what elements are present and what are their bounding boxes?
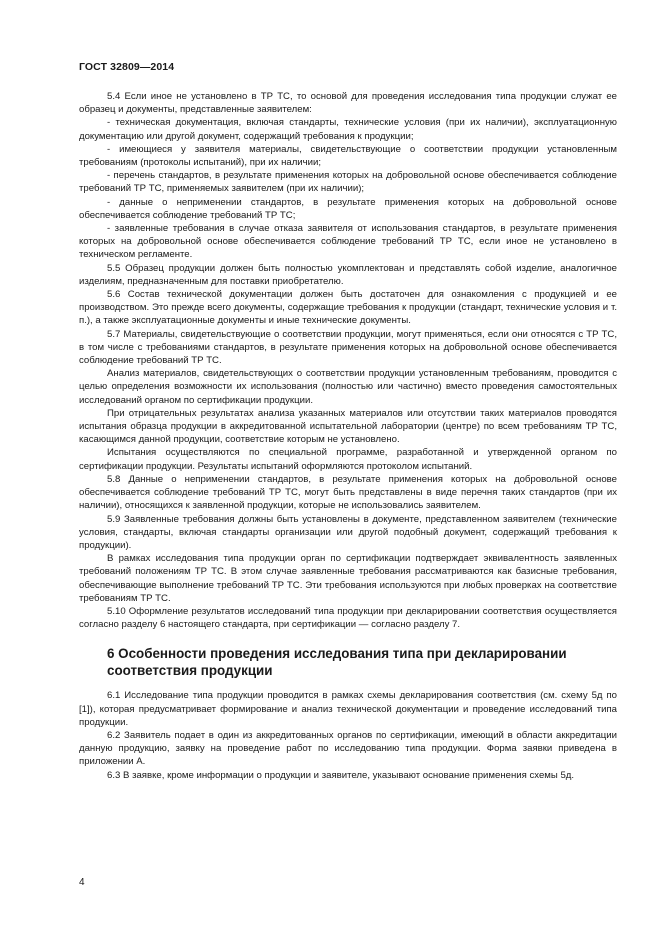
paragraph: Испытания осуществляются по специальной программе, разработанной и утвержденной органом по сертификации продукции. Результаты испытаний оформляются протоколом испытаний. [79,447,617,472]
list-item: - имеющиеся у заявителя материалы, свидетельствующие о соответствии продукции установленным требованиям (протоколы испытаний), при их наличии; [79,143,617,169]
paragraph: В рамках исследования типа продукции орган по сертификации подтверждает эквивалентность заявленных требований положениям ТР ТС. В этом случае заявленные требования рассматриваются как базисные требования, обеспечивающие выполнение требований ТР ТС. Эти требования используются при любых проверках на соответствие требованиям ТР ТС. [79,553,617,604]
paragraph-5-10: 5.10 Оформление результатов исследований типа продукции при декларировании соответствия осуществляется согласно разделу 6 настоящего стандарта, при сертификации — согласно разделу 7. [79,605,617,631]
paragraph: При отрицательных результатах анализа указанных материалов или отсутствии таких материалов проводятся испытания образца продукции в аккредитованной испытательной лаборатории (центре) по всем требованиям ТР ТС, касающимся данной продукции, соответствие которым не установлено. [79,407,617,446]
paragraph-5-8: 5.8 Данные о неприменении стандартов, в результате применения которых на добровольной основе обеспечивается соблюдение требований ТР ТС, могут быть представлены в виде перечня таких стандартов (при их наличии), относящихся к заявленной продукции, которые не использовались заявителем. [79,473,617,512]
paragraph-6-1: 6.1 Исследование типа продукции проводится в рамках схемы декларирования соответствия (см. схему 5д по [1]), которая предусматривает формирование и анализ технической документации и проведение исследований типа продукции. [79,690,617,728]
paragraph-5-9: 5.9 Заявленные требования должны быть установлены в документе, представленном заявителем (технические условия, стандарты, включая стандарты организации или другой подобный документ, содержащий требования к продукции). [79,513,617,551]
list-item: - перечень стандартов, в результате применения которых на добровольной основе обеспечивается соблюдение требований ТР ТС, применяемых заявителем (при их наличии); [79,170,617,195]
page-number: 4 [79,877,85,888]
list-item: - данные о неприменении стандартов, в результате применения которых на добровольной основе обеспечивается соблюдение требований ТР ТС; [79,196,617,221]
paragraph-6-3: 6.3 В заявке, кроме информации о продукции и заявителе, указывают основание применения схемы 5д. [107,769,575,781]
paragraph: Анализ материалов, свидетельствующих о соответствии продукции установленным требованиям, проводится с целью определения возможности их использования (полностью или частично) вместо проведения самостоятельных исследований органом по сертификации продукции. [79,368,617,406]
paragraph-5-7: 5.7 Материалы, свидетельствующие о соответствии продукции, могут применяться, если они относятся с ТР ТС, в том числе с требованиями стандартов, в результате применения которых на добровольной основе обеспечивается соблюдение требований ТР ТС. [79,328,617,367]
document-header: ГОСТ 32809—2014 [79,61,175,73]
list-item: - техническая документация, включая стандарты, технические условия (при их наличии), эксплуатационную документацию или другой документ, содержащий требования к продукции; [79,117,617,142]
paragraph-5-4: 5.4 Если иное не установлено в ТР ТС, то основой для проведения исследования типа продукции служат ее образец и документы, представленные заявителем: [79,91,617,116]
body-text [79,90,617,782]
paragraph-5-6: 5.6 Состав технической документации должен быть достаточен для ознакомления с продукцией и ее производством. Это прежде всего документы, содержащие требования к продукции (стандарт, технические условия и т. п.), а также эксплуатационные документы и иные технические документы. [79,289,617,327]
paragraph-5-5: 5.5 Образец продукции должен быть полностью укомплектован и представлять собой изделие, аналогичное изделиям, предназначенным для поставки приобретателю. [79,262,617,287]
paragraph-6-2: 6.2 Заявитель подает в один из аккредитованных органов по сертификации, имеющий в области аккредитации данную продукцию, заявку на проведение работ по исследованию типа продукции. Форма заявки приведена в приложении А. [79,729,617,768]
section-6-title: 6 Особенности проведения исследования типа при декларировании соответствия продукции [107,646,567,679]
list-item: - заявленные требования в случае отказа заявителя от использования стандартов, в результате применения которых на добровольной основе обеспечивается соблюдение требований ТР ТС, если иное не установлено в техническом регламенте. [79,223,617,261]
